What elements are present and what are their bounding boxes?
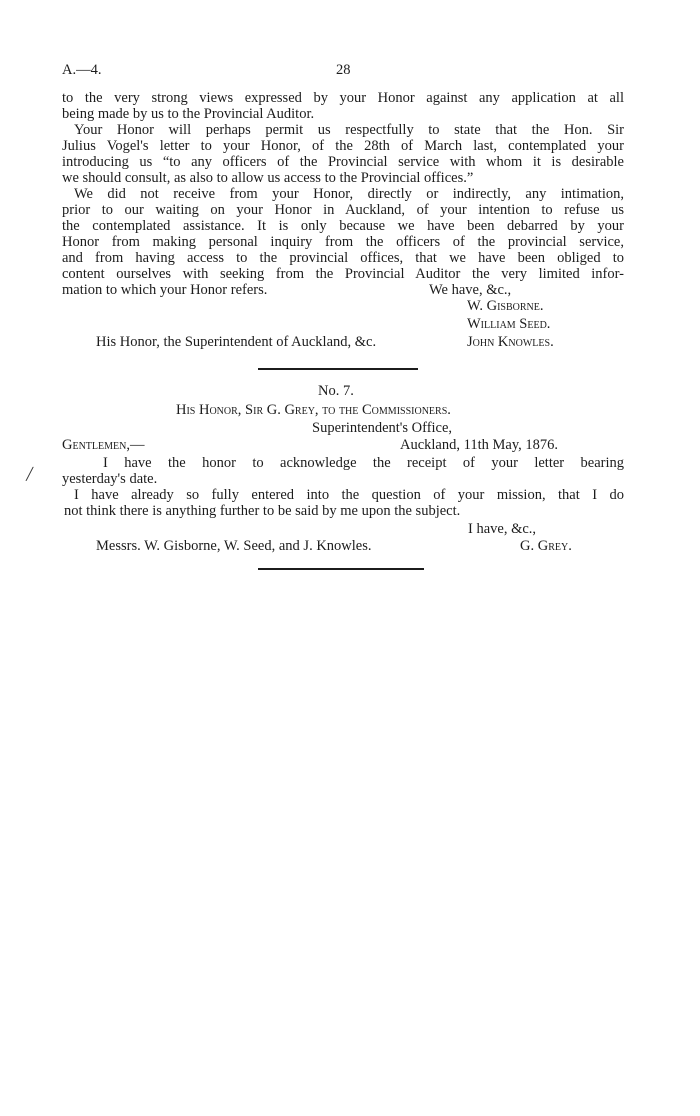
body-line: content ourselves with seeking from the Provincial Auditor the very limited infor-	[62, 266, 624, 282]
letter-7-place-date: Auckland, 11th May, 1876.	[400, 437, 558, 453]
letter-6-addressee: His Honor, the Superintendent of Auckland, &c.	[96, 334, 377, 350]
margin-tick-mark: ╱	[26, 467, 34, 481]
letter-7-signature: G. Grey.	[520, 538, 572, 554]
section-divider	[258, 368, 418, 370]
signatory: W. Gisborne.	[467, 298, 544, 314]
body-line: the contemplated assistance. It is only because we have been debarred by your	[62, 218, 624, 234]
body-line: and from having access to the provincial offices, that we have been obliged to	[62, 250, 624, 266]
body-line: we should consult, as also to allow us access to the Provincial offices.”	[62, 170, 474, 186]
body-line: being made by us to the Provincial Auditor.	[62, 106, 315, 122]
body-line: yesterday's date.	[62, 471, 158, 487]
section-divider	[258, 568, 424, 570]
letter-7-number: No. 7.	[318, 383, 354, 399]
body-line: mation to which your Honor refers.	[62, 282, 268, 298]
signatory: John Knowles.	[467, 334, 554, 350]
body-line: prior to our waiting on your Honor in Auckland, of your intention to refuse us	[62, 202, 624, 218]
body-line: Julius Vogel's letter to your Honor, of the 28th of March last, contemplated your	[62, 138, 624, 154]
body-line: not think there is anything further to be said by me upon the subject.	[64, 503, 461, 519]
letter-7-salutation: Gentlemen,—	[62, 437, 145, 453]
body-line: We did not receive from your Honor, directly or indirectly, any intimation,	[74, 186, 624, 202]
body-line: I have already so fully entered into the question of your mission, that I do	[74, 487, 624, 503]
letter-7-office: Superintendent's Office,	[312, 420, 453, 436]
header-document-code: A.—4.	[62, 62, 102, 78]
body-line: to the very strong views expressed by your Honor against any application at all	[62, 90, 624, 106]
letter-7-addressee: Messrs. W. Gisborne, W. Seed, and J. Knowles.	[96, 538, 372, 554]
signatory: William Seed.	[467, 316, 551, 332]
body-line: Your Honor will perhaps permit us respectfully to state that the Hon. Sir	[74, 122, 624, 138]
letter-6-closing: We have, &c.,	[429, 282, 512, 298]
body-line: I have the honor to acknowledge the receipt of your letter bearing	[103, 455, 624, 471]
body-line: introducing us “to any officers of the Provincial service with whom it is desirable	[62, 154, 624, 170]
letter-7-heading: His Honor, Sir G. Grey, to the Commissioners.	[176, 402, 451, 418]
body-line: Honor from making personal inquiry from the officers of the provincial service,	[62, 234, 624, 250]
header-page-number: 28	[336, 62, 351, 78]
letter-7-closing: I have, &c.,	[468, 521, 537, 537]
